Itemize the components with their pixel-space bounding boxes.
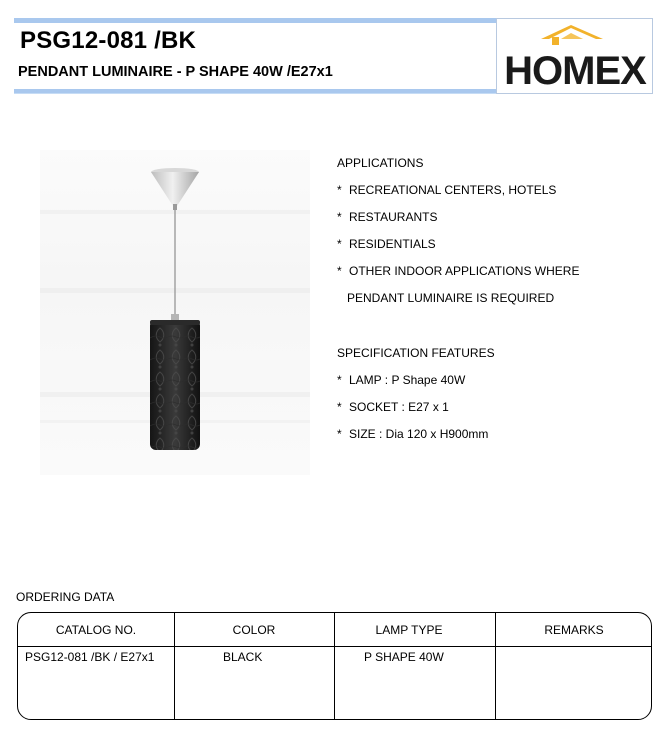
pendant-lamp-image — [40, 150, 310, 475]
product-subtitle: PENDANT LUMINAIRE - P SHAPE 40W /E27x1 — [18, 64, 333, 80]
column-header-catalog: CATALOG NO. — [55, 623, 137, 637]
house-roof-icon — [497, 19, 654, 95]
header-bottom-rule-shadow — [14, 93, 496, 94]
applications-heading: APPLICATIONS — [337, 156, 424, 170]
application-item: RECREATIONAL CENTERS, HOTELS — [349, 183, 557, 197]
bullet-icon: * — [337, 400, 342, 414]
bullet-icon: * — [337, 237, 342, 251]
column-header-color: COLOR — [232, 623, 276, 637]
application-item: OTHER INDOOR APPLICATIONS WHERE — [349, 264, 580, 278]
column-header-lamp-type: LAMP TYPE — [375, 623, 443, 637]
cell-color: BLACK — [223, 650, 263, 664]
specification-heading: SPECIFICATION FEATURES — [337, 346, 495, 360]
ordering-data-label: ORDERING DATA — [16, 590, 115, 604]
header-top-rule — [14, 18, 496, 23]
product-photo — [40, 150, 310, 475]
application-item-continuation: PENDANT LUMINAIRE IS REQUIRED — [347, 291, 555, 305]
column-header-remarks: REMARKS — [544, 623, 604, 637]
spec-lamp: LAMP : P Shape 40W — [349, 373, 466, 387]
cell-lamp-type: P SHAPE 40W — [364, 650, 444, 664]
ordering-table — [17, 612, 652, 720]
bullet-icon: * — [337, 373, 342, 387]
spec-size: SIZE : Dia 120 x H900mm — [349, 427, 489, 441]
header-divider — [18, 646, 651, 647]
spec-socket: SOCKET : E27 x 1 — [349, 400, 449, 414]
bullet-icon: * — [337, 183, 342, 197]
application-item: RESIDENTIALS — [349, 237, 436, 251]
cell-catalog-no: PSG12-081 /BK / E27x1 — [25, 650, 155, 664]
bullet-icon: * — [337, 427, 342, 441]
bullet-icon: * — [337, 210, 342, 224]
brand-logo-text: HOMEX — [504, 49, 646, 93]
bullet-icon: * — [337, 264, 342, 278]
product-code-title: PSG12-081 /BK — [20, 27, 197, 54]
application-item: RESTAURANTS — [349, 210, 438, 224]
brand-logo — [496, 18, 653, 94]
